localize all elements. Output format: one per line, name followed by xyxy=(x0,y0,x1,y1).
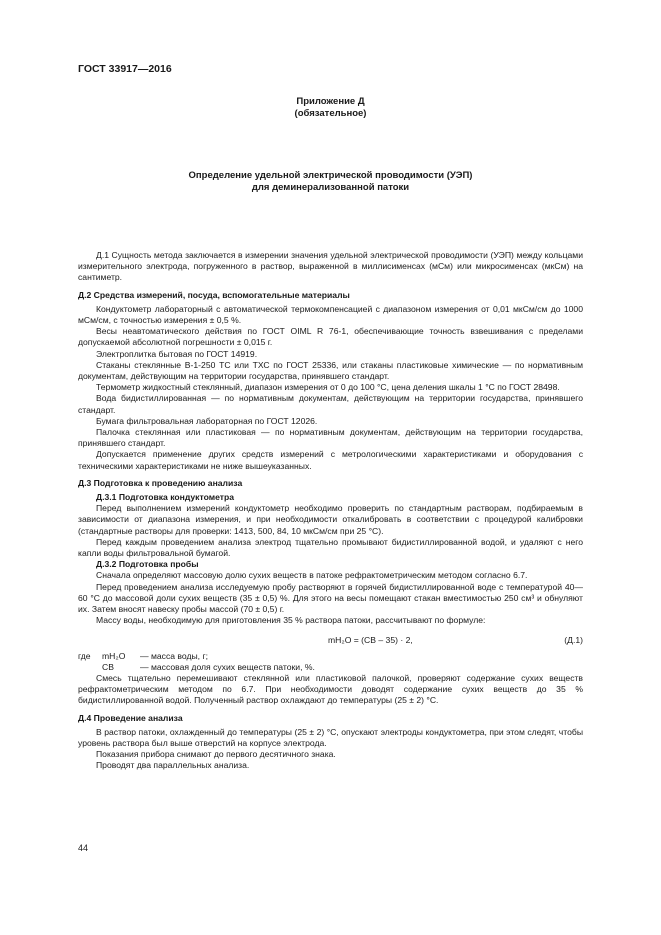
d2-item: Палочка стеклянная или пластиковая — по нормативным документам, действующим на территории государства, принявшего стандарт. xyxy=(78,427,583,449)
appendix-note: (обязательное) xyxy=(294,108,367,119)
d31-item: Перед каждым проведением анализа электрод тщательно промывают бидистиллированной водой, и удаляют с него капли воды фильтровальной бумагой. xyxy=(78,536,583,559)
where-description: — массовая доля сухих веществ патоки, %. xyxy=(140,661,315,672)
where-row xyxy=(78,662,583,673)
formula-number: (Д.1) xyxy=(564,634,583,645)
d4-item: Проводят два параллельных анализа. xyxy=(96,760,250,771)
d2-item: Бумага фильтровальная лабораторная по ГОСТ 12026. xyxy=(96,415,318,426)
d32-item: Массу воды, необходимую для приготовления 35 % раствора патоки, рассчитывают по формуле: xyxy=(96,615,486,626)
d2-item: Допускается применение других средств измерений с метрологическими характеристиками и оборудования с техническими характеристиками не ниже вышеуказанных. xyxy=(78,449,583,471)
section-heading-line2: для деминерализованной патоки xyxy=(251,182,410,193)
where-row xyxy=(78,651,583,662)
formula-expression: mH₂O = (СВ – 35) · 2, xyxy=(328,634,413,645)
where-lead xyxy=(78,662,102,673)
heading-d2: Д.2 Средства измерений, посуда, вспомогательные материалы xyxy=(78,289,350,300)
section-heading-line1: Определение удельной электрической проводимости (УЭП) xyxy=(188,170,473,181)
d2-item: Вода бидистиллированная — по нормативным документам, действующим на территории государства, принявшего стандарт. xyxy=(78,393,583,415)
where-symbol: mH₂O xyxy=(102,650,126,661)
document-body xyxy=(78,250,583,772)
heading-d31: Д.3.1 Подготовка кондуктометра xyxy=(96,492,234,503)
d31-item: Перед выполнением измерений кондуктометр необходимо проверить по стандартным растворам, подбираемым в зависимости от диапазона измерения, и при необходимости откалибровать в соответствии с процедурой калибровки (стандартные растворы для проверки: 1413, 500, 84, 10 мкСм/см при 25 °С). xyxy=(78,503,583,536)
where-description: — масса воды, г; xyxy=(140,650,208,661)
d2-item: Стаканы стеклянные В-1-250 ТС или ТХС по ГОСТ 25336, или стаканы пластиковые химические — по нормативным документам, действующим на территории государства, принявшего стандарт. xyxy=(78,359,583,382)
d32-item: Перед проведением анализа исследуемую пробу растворяют в горячей бидистиллированной воде с температурой 40—60 °С до массовой доли сухих веществ (35 ± 0,5) %. Для этого на весы помещают стакан вместимостью 250 см³ и обнуляют их. Затем вносят навеску пробы массой (70 ± 0,5) г. xyxy=(78,581,583,615)
paragraph-d1: Д.1 Сущность метода заключается в измерении значения удельной электрической проводимости (УЭП) между кольцами измерительного электрода, погруженного в раствор, выраженной в миллисименсах (мСм) или микросименсах (мкСм) на сантиметр. xyxy=(78,250,583,283)
d32-item: Сначала определяют массовую долю сухих веществ в патоке рефрактометрическим методом согласно 6.7. xyxy=(96,570,528,581)
appendix-title: Приложение Д xyxy=(296,96,365,107)
heading-d4: Д.4 Проведение анализа xyxy=(78,712,183,723)
page-number: 44 xyxy=(78,843,89,853)
standard-header: ГОСТ 33917—2016 xyxy=(78,63,172,75)
heading-d32: Д.3.2 Подготовка пробы xyxy=(96,559,199,570)
formula-d1 xyxy=(78,631,583,649)
where-symbol: СВ xyxy=(102,661,114,672)
d4-item: Показания прибора снимают до первого десятичного знака. xyxy=(96,749,336,760)
heading-d3: Д.3 Подготовка к проведению анализа xyxy=(78,477,243,488)
where-lead: где xyxy=(78,650,91,661)
d2-item: Электроплитка бытовая по ГОСТ 14919. xyxy=(96,348,258,359)
d2-item: Весы неавтоматического действия по ГОСТ OIML R 76-1, обеспечивающие точность взвешивания с пределами допускаемой абсолютной погрешности ± 0,015 г. xyxy=(78,326,583,348)
d2-item: Термометр жидкостный стеклянный, диапазон измерения от 0 до 100 °С, цена деления шкалы 1 °С по ГОСТ 28498. xyxy=(96,382,560,393)
d2-item: Кондуктометр лабораторный с автоматической термокомпенсацией с диапазоном измерения от 0,01 мкСм/см до 1000 мСм/см, с точностью измерения ± 0,5 %. xyxy=(78,303,583,326)
d4-item: В раствор патоки, охлажденный до температуры (25 ± 2) °С, опускают электроды кондуктометра, при этом следят, чтобы уровень раствора был выше отверстий на корпусе электрода. xyxy=(78,726,583,748)
d32-after: Смесь тщательно перемешивают стеклянной или пластиковой палочкой, проверяют содержание сухих веществ рефрактометрическим методом по 6.7. При необходимости доводят содержание сухих веществ до 35 % бидистиллированной водой. Полученный раствор охлаждают до температуры (25 ± 2) °С. xyxy=(78,672,583,706)
